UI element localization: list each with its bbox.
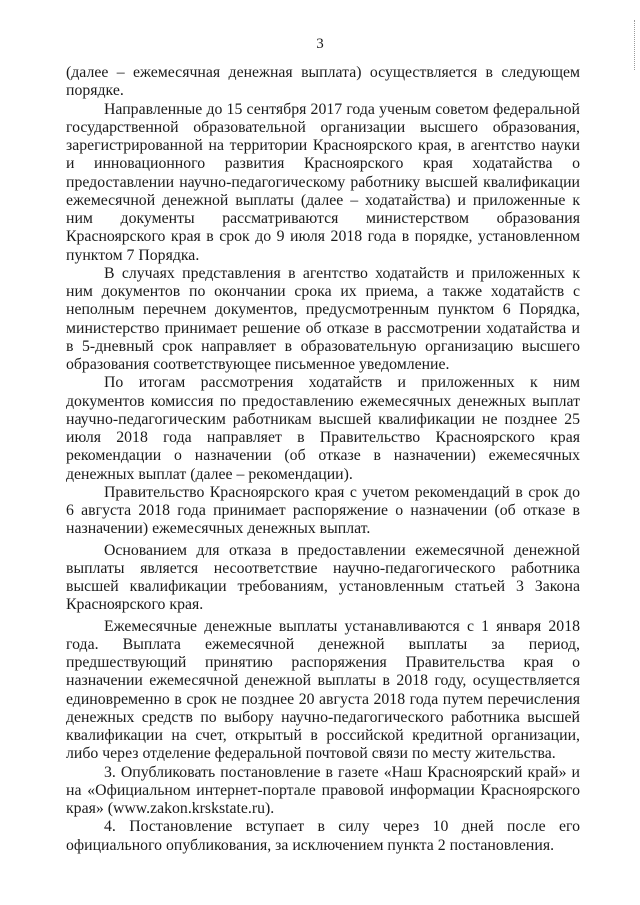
paragraph-continuation: (далее – ежемесячная денежная выплата) осуществляется в следующем порядке. [66, 64, 580, 100]
paragraph-late-submission: В случаях представления в агентство ходатайств и приложенных к ним документов по окончании срока их приема, а также ходатайств с неполным перечнем документов, предусмотренным пунктом 6 Порядка, министерство принимает решение об отказе в рассмотрении ходатайства и в 5-дневный срок направляет в образовательную организацию высшего образования соответствующее письменное уведомление. [66, 264, 580, 373]
paragraph-publication: 3. Опубликовать постановление в газете «Наш Красноярский край» и на «Официальном интернет-портале правовой информации Красноярского края» (www.zakon.krskstate.ru). [66, 763, 580, 817]
page-number: 3 [316, 36, 324, 52]
document-body [66, 64, 580, 855]
paragraph-government-order: Правительство Красноярского края с учетом рекомендаций в срок до 6 августа 2018 года принимает распоряжение о назначении (об отказе в назначении) ежемесячных денежных выплат. [66, 483, 580, 538]
paragraph-petitions-review: Направленные до 15 сентября 2017 года ученым советом федеральной государственной образовательной организации высшего образования, зарегистрированной на территории Красноярского края, в агентство науки и инновационного развития Красноярского края ходатайства о предоставлении научно-педагогическому работнику высшей квалификации ежемесячной денежной выплаты (далее – ходатайства) и приложенные к ним документы рассматриваются министерством образования Красноярского края в срок до 9 июля 2018 года в порядке, установленном пунктом 7 Порядка. [66, 100, 580, 264]
paragraph-payment-schedule: Ежемесячные денежные выплаты устанавливаются с 1 января 2018 года. Выплата ежемесячной денежной выплаты за период, предшествующий принятию распоряжения Правительства края о назначении ежемесячной денежной выплаты в 2018 году, осуществляется единовременно в срок не позднее 20 августа 2018 года путем перечисления денежных средств по выбору научно-педагогического работника высшей квалификации на счет, открытый в российской кредитной организации, либо через отделение федеральной почтовой связи по месту жительства. [66, 617, 580, 763]
paragraph-refusal-grounds: Основанием для отказа в предоставлении ежемесячной денежной выплаты является несоответствие научно-педагогического работника высшей квалификации требованиям, установленным статьей 3 Закона Красноярского края. [66, 541, 580, 614]
paragraph-entry-into-force: 4. Постановление вступает в силу через 10 дней после его официального опубликования, за исключением пункта 2 постановления. [66, 818, 580, 854]
paragraph-commission-recommendations: По итогам рассмотрения ходатайств и приложенных к ним документов комиссия по предоставлению ежемесячных денежных выплат научно-педагогическим работникам высшей квалификации не позднее 25 июля 2018 года направляет в Правительство Красноярского края рекомендации о назначении (об отказе в назначении) ежемесячных денежных выплат (далее – рекомендации). [66, 374, 580, 483]
